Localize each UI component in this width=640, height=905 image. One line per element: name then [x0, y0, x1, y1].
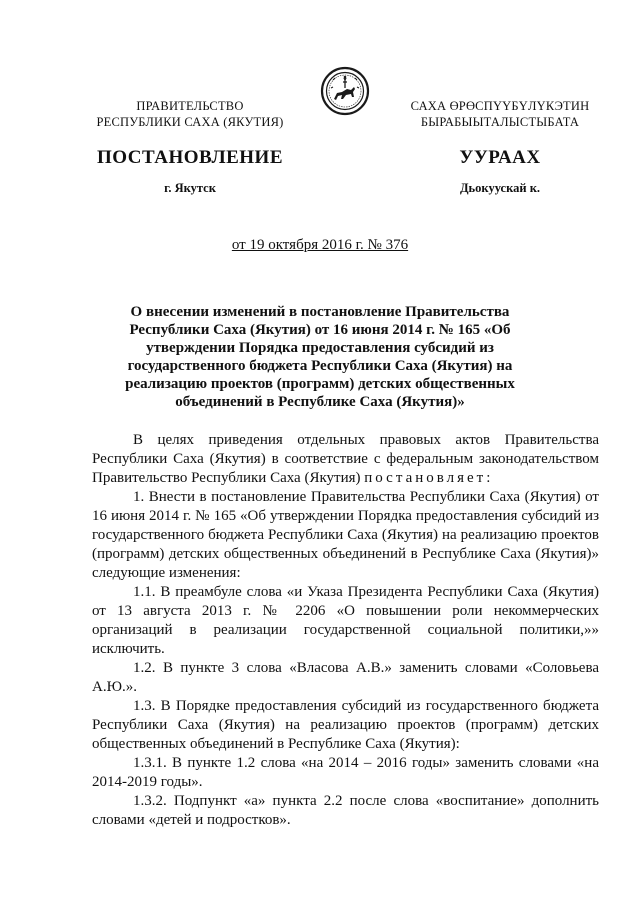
header-right	[370, 98, 630, 130]
body-paragraph: 1.3.1. В пункте 1.2 слова «на 2014 – 2016 годы» заменить словами «на 2014-2019 годы».	[92, 755, 599, 790]
header-right-line2: БЫРАБЫЫТАЛЫСТЫБАТА	[420, 115, 580, 129]
document-type-title-sah: УУРААХ	[459, 147, 541, 168]
body-paragraph: 1. Внести в постановление Правительства Республики Саха (Якутия) от 16 июня 2014 г. № 165 «Об утверждении Порядка предоставления субсидий из государственного бюджета Республики Саха (Якутия) на реализацию проектов (программ) детских общественных объединений в Республике Саха (Якутия)» следующие изменения:	[92, 489, 599, 581]
header-left-line2: РЕСПУБЛИКИ САХА (ЯКУТИЯ)	[96, 115, 284, 129]
city-ru: г. Якутск	[164, 181, 216, 195]
document-subject: О внесении изменений в постановление Правительства Республики Саха (Якутия) от 16 июня 2014 г. № 165 «Об утверждении Порядка предоставления субсидий из государственного бюджета Республики Саха (Якутия) на реализацию проектов (программ) детских общественных объединений в Республике Саха (Якутия)»	[125, 304, 515, 410]
body-paragraph: 1.3.2. Подпункт «а» пункта 2.2 после слова «воспитание» дополнить словами «детей и подростков».	[92, 793, 599, 828]
resolves-word: постановляет:	[364, 470, 494, 486]
document-type-title-ru: ПОСТАНОВЛЕНИЕ	[96, 147, 284, 168]
document-body	[92, 431, 599, 830]
header-right-line1: САХА ӨРӨСПҮҮБҮЛҮКЭТИН	[410, 99, 590, 113]
body-paragraph-intro: В целях приведения отдельных правовых актов Правительства Республики Саха (Якутия) в соответствие с федеральным законодательством Правительство Республики Саха (Якутия)	[92, 432, 599, 486]
body-paragraph: 1.1. В преамбуле слова «и Указа Президента Республики Саха (Якутия) от 13 августа 2013 г. № 2206 «О повышении роли некоммерческих организаций в реализации государственной социальной политики,»» исключить.	[92, 584, 599, 657]
city-sah: Дьокуускай к.	[459, 181, 541, 195]
body-paragraph	[92, 431, 599, 488]
header-left-line1: ПРАВИТЕЛЬСТВО	[136, 99, 244, 113]
body-paragraph: 1.3. В Порядке предоставления субсидий из государственного бюджета Республики Саха (Якутия) на реализацию проектов (программ) детских общественных объединений в Республике Саха (Якутия):	[92, 698, 599, 752]
header-left	[60, 98, 320, 130]
body-paragraph: 1.2. В пункте 3 слова «Власова А.В.» заменить словами «Соловьева А.Ю.».	[92, 660, 599, 695]
document-date-number: от 19 октября 2016 г. № 376	[231, 237, 409, 253]
coat-of-arms-seal-icon	[320, 66, 370, 116]
